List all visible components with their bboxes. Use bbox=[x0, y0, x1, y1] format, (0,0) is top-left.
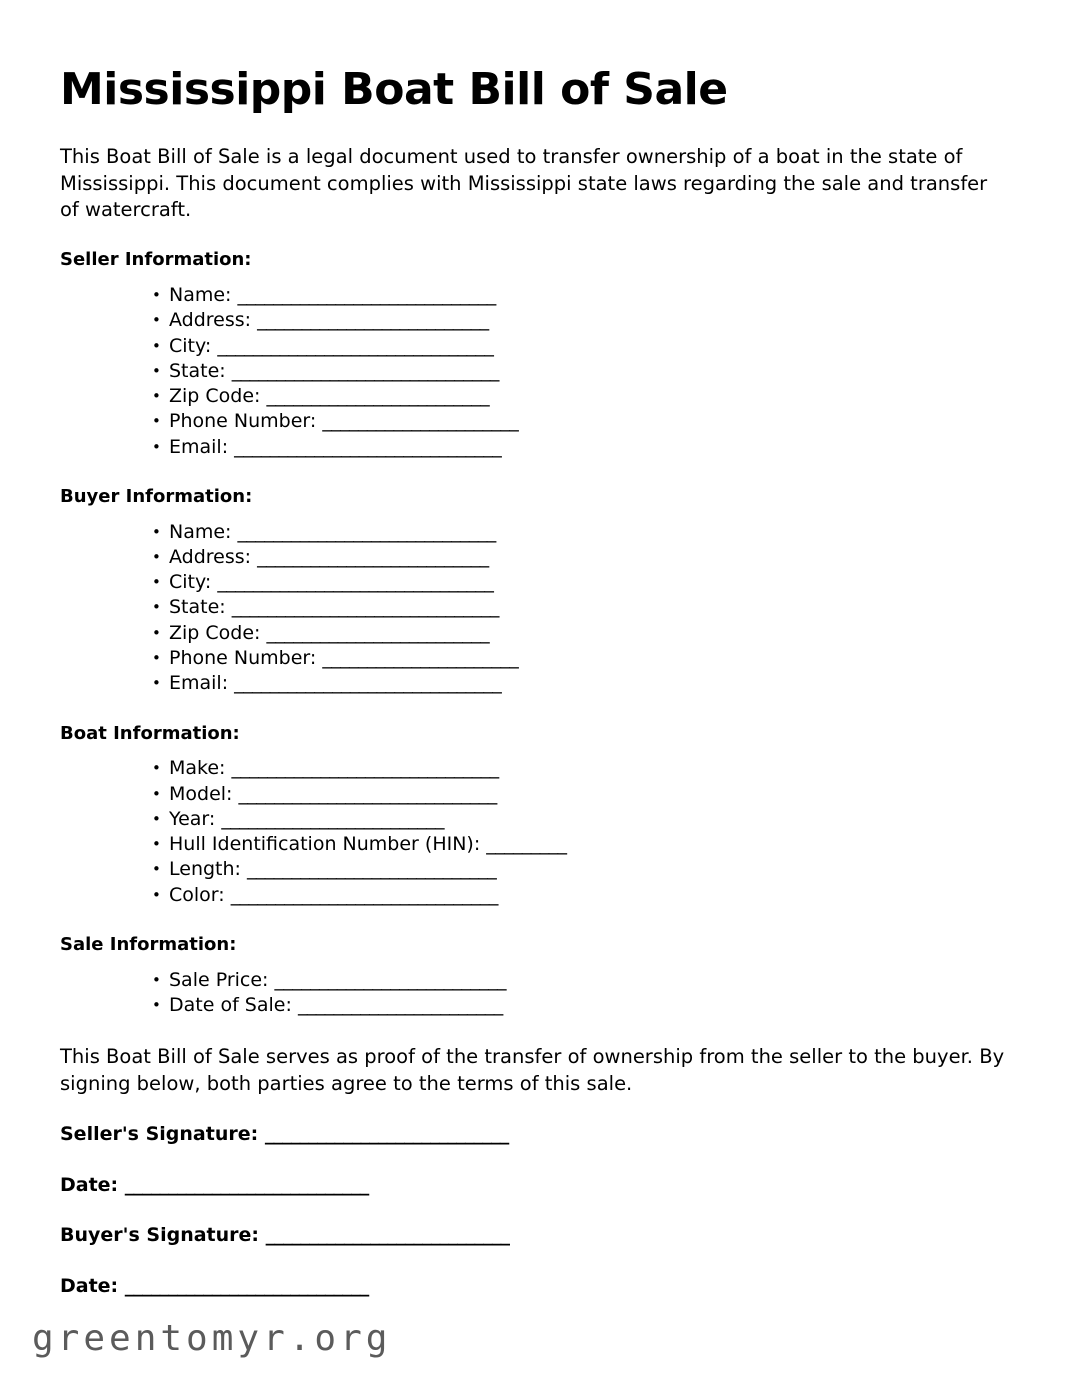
fill-in-line[interactable]: _________________________ bbox=[266, 385, 489, 408]
field-label: State: bbox=[169, 359, 226, 382]
fill-in-line[interactable]: __________________________ bbox=[257, 545, 489, 568]
buyer-signature-row bbox=[60, 1224, 1013, 1247]
fill-in-line[interactable]: ______________________ bbox=[322, 647, 519, 670]
list-item bbox=[60, 384, 1013, 409]
fill-in-line[interactable]: _________________________ bbox=[221, 807, 444, 830]
fill-in-line[interactable]: ______________________________ bbox=[230, 883, 498, 906]
fill-in-line[interactable]: _________________________ bbox=[266, 621, 489, 644]
field-label: City: bbox=[169, 334, 212, 357]
section-heading-boat: Boat Information: bbox=[60, 722, 240, 744]
fill-in-line[interactable]: ______________________________ bbox=[231, 596, 499, 619]
field-label: Address: bbox=[169, 309, 252, 332]
signature-fill-in-line[interactable]: ____________________________ bbox=[124, 1173, 369, 1196]
list-item bbox=[60, 782, 1013, 807]
list-item bbox=[60, 308, 1013, 333]
page-title: Mississippi Boat Bill of Sale bbox=[60, 64, 728, 115]
list-item bbox=[60, 334, 1013, 359]
list-item bbox=[60, 520, 1013, 545]
section-heading-sale: Sale Information: bbox=[60, 934, 237, 956]
list-item bbox=[60, 671, 1013, 696]
closing-paragraph: This Boat Bill of Sale serves as proof of the transfer of ownership from the seller to the buyer. By signing below, both parties agree to the terms of this sale. bbox=[60, 1045, 1005, 1095]
field-label: Make: bbox=[169, 757, 226, 780]
list-item bbox=[60, 283, 1013, 308]
fill-in-line[interactable]: _______________________________ bbox=[217, 334, 494, 357]
field-label: Length: bbox=[169, 858, 241, 881]
field-label: Zip Code: bbox=[169, 621, 261, 644]
field-label: Sale Price: bbox=[169, 968, 269, 991]
section-heading-seller: Seller Information: bbox=[60, 249, 252, 271]
field-label: Phone Number: bbox=[169, 647, 317, 670]
fill-in-line[interactable]: __________________________ bbox=[274, 968, 506, 991]
fill-in-line[interactable]: _____________________________ bbox=[237, 520, 496, 543]
list-item bbox=[60, 832, 1013, 857]
field-label: Email: bbox=[169, 672, 229, 695]
seller-field-list bbox=[60, 283, 1013, 460]
list-item bbox=[60, 807, 1013, 832]
signature-label: Buyer's Signature: bbox=[60, 1224, 259, 1247]
list-item bbox=[60, 359, 1013, 384]
list-item bbox=[60, 435, 1013, 460]
field-label: Model: bbox=[169, 782, 233, 805]
field-label: Phone Number: bbox=[169, 410, 317, 433]
list-item bbox=[60, 595, 1013, 620]
field-label: State: bbox=[169, 596, 226, 619]
list-item bbox=[60, 857, 1013, 882]
fill-in-line[interactable]: ______________________________ bbox=[231, 757, 499, 780]
list-item bbox=[60, 968, 1013, 993]
site-watermark: greentomyr.org bbox=[32, 1318, 392, 1359]
signature-fill-in-line[interactable]: ____________________________ bbox=[124, 1275, 369, 1298]
field-label: Name: bbox=[169, 520, 232, 543]
list-item bbox=[60, 993, 1013, 1018]
list-item bbox=[60, 883, 1013, 908]
list-item bbox=[60, 756, 1013, 781]
field-label: Color: bbox=[169, 883, 225, 906]
fill-in-line[interactable]: __________________________ bbox=[257, 309, 489, 332]
section-heading-buyer: Buyer Information: bbox=[60, 486, 253, 507]
signature-label: Seller's Signature: bbox=[60, 1122, 259, 1145]
fill-in-line[interactable]: ______________________________ bbox=[234, 672, 502, 695]
fill-in-line[interactable]: _________ bbox=[486, 833, 567, 856]
list-item bbox=[60, 646, 1013, 671]
list-item bbox=[60, 545, 1013, 570]
signature-fill-in-line[interactable]: ____________________________ bbox=[264, 1122, 509, 1145]
field-label: City: bbox=[169, 571, 212, 594]
seller-date-row bbox=[60, 1174, 1013, 1197]
field-label: Address: bbox=[169, 545, 252, 568]
fill-in-line[interactable]: ____________________________ bbox=[246, 858, 497, 881]
field-label: Year: bbox=[169, 807, 216, 830]
field-label: Hull Identification Number (HIN): bbox=[169, 833, 481, 856]
signature-block bbox=[60, 1123, 1013, 1298]
signature-fill-in-line[interactable]: ____________________________ bbox=[265, 1224, 510, 1247]
signature-label: Date: bbox=[60, 1173, 119, 1196]
seller-signature-row bbox=[60, 1123, 1013, 1146]
list-item bbox=[60, 570, 1013, 595]
signature-label: Date: bbox=[60, 1275, 119, 1298]
field-label: Email: bbox=[169, 435, 229, 458]
fill-in-line[interactable]: ______________________________ bbox=[231, 359, 499, 382]
fill-in-line[interactable]: _______________________ bbox=[297, 993, 503, 1016]
sale-field-list bbox=[60, 968, 1013, 1019]
fill-in-line[interactable]: ______________________________ bbox=[234, 435, 502, 458]
fill-in-line[interactable]: _____________________________ bbox=[238, 782, 497, 805]
buyer-field-list bbox=[60, 520, 1013, 697]
boat-field-list bbox=[60, 756, 1013, 908]
fill-in-line[interactable]: _______________________________ bbox=[217, 571, 494, 594]
fill-in-line[interactable]: _____________________________ bbox=[237, 283, 496, 306]
field-label: Zip Code: bbox=[169, 385, 261, 408]
intro-paragraph: This Boat Bill of Sale is a legal document used to transfer ownership of a boat in the state of Mississippi. This document complies with Mississippi state laws regarding the sale and transfer of watercraft. bbox=[60, 145, 988, 222]
list-item bbox=[60, 621, 1013, 646]
fill-in-line[interactable]: ______________________ bbox=[322, 410, 519, 433]
field-label: Name: bbox=[169, 283, 232, 306]
field-label: Date of Sale: bbox=[169, 993, 292, 1016]
list-item bbox=[60, 409, 1013, 434]
buyer-date-row bbox=[60, 1275, 1013, 1298]
